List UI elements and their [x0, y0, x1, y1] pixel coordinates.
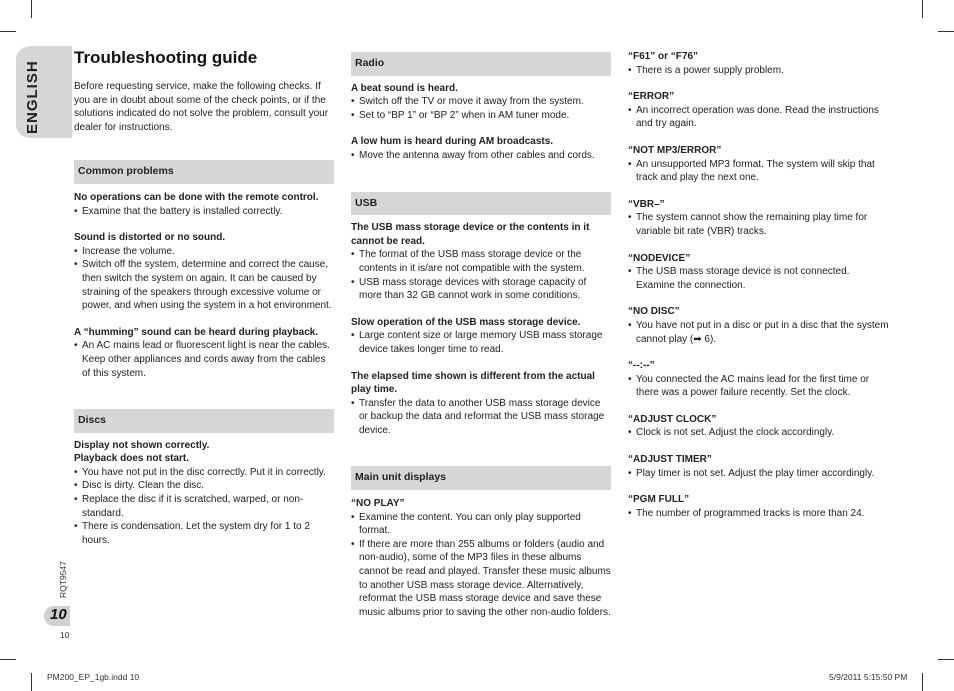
list-item: • Play timer is not set. Adjust the play timer accordingly. — [628, 467, 890, 481]
list-item: • Transfer the data to another USB mass storage device or backup the data and reformat the USB mass storage device. — [351, 397, 611, 438]
list-item: • If there are more than 255 albums or folders (audio and non-audio), some of the MP3 files in these albums cannot be read and played. Transfer these music albums to another USB mass storage device. Alternatively, reformat the USB mass storage device and save these music albums prior to saving the other non-audio folders. — [351, 538, 611, 620]
question: The USB mass storage device or the contents in it cannot be read. — [351, 222, 590, 247]
list-item: • Set to “BP 1” or “BP 2” when in AM tuner mode. — [351, 109, 611, 123]
answer-list — [74, 205, 334, 219]
crop-mark — [922, 673, 923, 691]
display-code: “ADJUST TIMER” — [628, 454, 712, 466]
page-number-badge — [44, 606, 70, 626]
answer-list — [628, 158, 890, 185]
list-item: • Replace the disc if it is scratched, warped, or non-standard. — [74, 493, 334, 520]
display-code: “VBR–” — [628, 198, 665, 210]
list-item: • There is condensation. Let the system dry for 1 to 2 hours. — [74, 520, 334, 547]
answer-list — [74, 245, 334, 313]
answer-list — [628, 211, 890, 238]
list-item: • The USB mass storage device is not connected. Examine the connection. — [628, 265, 890, 292]
list-item: • You have not put in the disc correctly. Put it in correctly. — [74, 466, 334, 480]
answer-list — [628, 319, 890, 346]
answer-list — [351, 329, 611, 356]
language-tab — [16, 46, 72, 138]
display-code: “NOT MP3/ERROR” — [628, 144, 722, 156]
answer-list — [351, 149, 611, 163]
display-code: “PGM FULL” — [628, 494, 690, 506]
display-code: “NODEVICE” — [628, 252, 691, 264]
list-item: • Increase the volume. — [74, 245, 334, 259]
display-code: “--:--” — [628, 360, 655, 372]
column-2 — [351, 52, 611, 619]
display-code: “ADJUST CLOCK” — [628, 413, 717, 425]
display-code: “NO DISC” — [628, 306, 680, 318]
answer-list — [628, 373, 890, 400]
question: Display not shown correctly. — [74, 439, 210, 451]
list-item: • You connected the AC mains lead for the first time or there was a power failure recently. Set the clock. — [628, 373, 890, 400]
list-item: • An incorrect operation was done. Read the instructions and try again. — [628, 104, 890, 131]
document-code: RQT9547 — [58, 561, 68, 598]
list-item: • There is a power supply problem. — [628, 64, 890, 78]
section-header-radio: Radio — [351, 52, 611, 76]
question: No operations can be done with the remote control. — [74, 191, 319, 203]
section-header-discs: Discs — [74, 409, 334, 433]
answer-list — [628, 507, 890, 521]
list-item: • Switch off the system, determine and correct the cause, then switch the system on again. It can be caused by straining of the speakers through excessive volume or power, and when using the system in a hot environment. — [74, 258, 334, 312]
answer-list — [628, 265, 890, 292]
list-item: • The system cannot show the remaining play time for variable bit rate (VBR) tracks. — [628, 211, 890, 238]
list-item: • An unsupported MP3 format. The system will skip that track and play the next one. — [628, 158, 890, 185]
footer-timestamp: 5/9/2011 5:15:50 PM — [829, 672, 908, 682]
question: A “humming” sound can be heard during playback. — [74, 326, 319, 338]
answer-list — [351, 248, 611, 302]
question: Playback does not start. — [74, 453, 190, 465]
answer-list — [74, 339, 334, 380]
display-code: “ERROR” — [628, 91, 675, 103]
list-item: • Examine the content. You can only play supported format. — [351, 511, 611, 538]
list-item: • Large content size or large memory USB mass storage device takes longer time to read. — [351, 329, 611, 356]
crop-mark — [938, 659, 954, 660]
crop-mark — [922, 0, 923, 18]
column-3 — [628, 50, 890, 520]
question: A low hum is heard during AM broadcasts. — [351, 136, 554, 148]
list-item: • You have not put in a disc or put in a disc that the system cannot play (➡ 6). — [628, 319, 890, 346]
list-item: • Disc is dirty. Clean the disc. — [74, 479, 334, 493]
answer-list — [351, 511, 611, 620]
question: Sound is distorted or no sound. — [74, 232, 226, 244]
answer-list — [351, 397, 611, 438]
list-item: • USB mass storage devices with storage capacity of more than 32 GB cannot work in some conditions. — [351, 276, 611, 303]
crop-mark — [31, 673, 32, 691]
list-item: • Switch off the TV or move it away from the system. — [351, 95, 611, 109]
answer-list — [628, 64, 890, 78]
list-item: • An AC mains lead or fluorescent light is near the cables. Keep other appliances and cords away from the cables of this system. — [74, 339, 334, 380]
list-item: • The format of the USB mass storage device or the contents in it is/are not compatible with the system. — [351, 248, 611, 275]
answer-list — [628, 104, 890, 131]
section-header-usb: USB — [351, 192, 611, 216]
page-title: Troubleshooting guide — [74, 48, 258, 67]
crop-mark — [0, 659, 16, 660]
section-header-common: Common problems — [74, 160, 334, 184]
list-item: • The number of programmed tracks is more than 24. — [628, 507, 890, 521]
column-1 — [74, 80, 334, 547]
footer-filename: PM200_EP_1gb.indd 10 — [47, 672, 140, 682]
question: The elapsed time shown is different from the actual play time. — [351, 370, 595, 396]
list-item: • Clock is not set. Adjust the clock accordingly. — [628, 426, 890, 440]
question: “NO PLAY” — [351, 498, 405, 510]
crop-mark — [938, 31, 954, 32]
answer-list — [628, 467, 890, 481]
page-number-small: 10 — [60, 630, 70, 640]
answer-list — [74, 466, 334, 548]
section-header-main-unit: Main unit displays — [351, 466, 611, 490]
display-code: “F61” or “F76” — [628, 51, 699, 62]
page-number: 10 — [50, 606, 67, 623]
language-label: ENGLISH — [24, 60, 41, 134]
intro-text: Before requesting service, make the following checks. If you are in doubt about some of the check points, or if the solutions indicated do not solve the problem, consult your dealer for instructions. — [74, 81, 329, 133]
answer-list — [628, 426, 890, 440]
crop-mark — [31, 0, 32, 18]
crop-mark — [0, 31, 16, 32]
list-item: • Move the antenna away from other cables and cords. — [351, 149, 611, 163]
answer-list — [351, 95, 611, 122]
question: A beat sound is heard. — [351, 82, 458, 94]
list-item: • Examine that the battery is installed correctly. — [74, 205, 334, 219]
question: Slow operation of the USB mass storage device. — [351, 316, 581, 328]
